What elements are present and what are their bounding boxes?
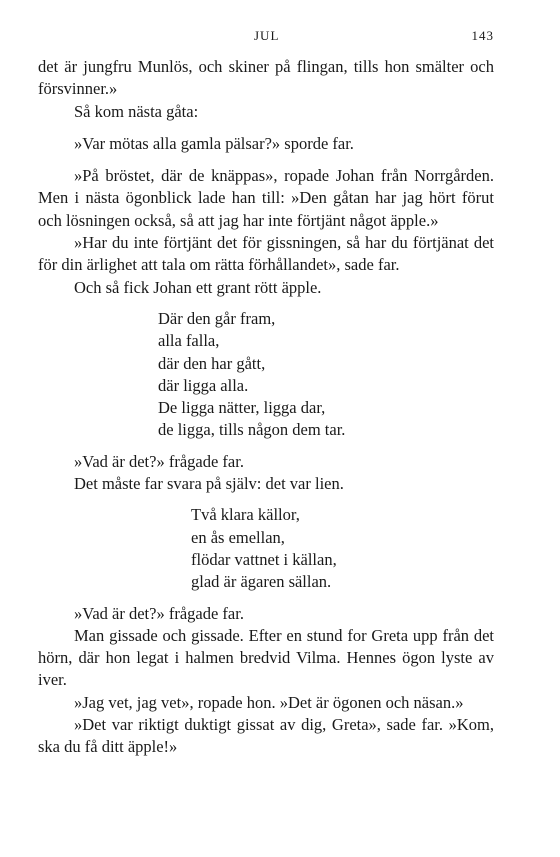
- riddle-verse: [191, 504, 494, 593]
- verse-line: De ligga nätter, ligga dar,: [158, 398, 326, 418]
- riddle-verse: [158, 308, 494, 442]
- verse-line: där ligga alla.: [158, 375, 249, 395]
- paragraph: »På bröstet, där de knäppas», ropade Johan från Norrgården. Men i nästa ögonblick lade han till: »Den gåtan har jag hört förut och lösningen också, så att jag har inte förtjänt något äpple.»: [38, 166, 494, 230]
- paragraph: »Jag vet, jag vet», ropade hon. »Det är ögonen och näsan.»: [74, 692, 464, 712]
- paragraph: Och så fick Johan ett grant rött äpple.: [74, 277, 322, 297]
- verse-line: en ås emellan,: [191, 527, 285, 547]
- verse-line: alla falla,: [158, 331, 220, 351]
- verse-line: Två klara källor,: [191, 505, 300, 525]
- paragraph: »Har du inte förtjänt det för gissningen, så har du förtjänat det för din ärlighet att tala om rätta förhållandet», sade far.: [38, 233, 494, 275]
- page-header: [38, 28, 494, 44]
- paragraph: Det måste far svara på själv: det var lien.: [74, 474, 344, 494]
- paragraph: »Vad är det?» frågade far.: [74, 603, 244, 623]
- verse-line: där den har gått,: [158, 353, 266, 373]
- paragraph-continuation: det är jungfru Munlös, och skiner på flingan, tills hon smälter och försvinner.»: [38, 57, 494, 99]
- verse-line: Där den går fram,: [158, 308, 276, 328]
- body-text: [38, 56, 494, 759]
- paragraph: »Var mötas alla gamla pälsar?» sporde far.: [74, 133, 354, 153]
- page-number: 143: [471, 28, 494, 43]
- verse-line: de ligga, tills någon dem tar.: [158, 420, 346, 440]
- paragraph: Så kom nästa gåta:: [74, 101, 199, 121]
- verse-line: flödar vattnet i källan,: [191, 549, 337, 569]
- running-head: JUL: [254, 28, 280, 43]
- verse-line: glad är ägaren sällan.: [191, 572, 332, 592]
- paragraph: Man gissade och gissade. Efter en stund for Greta upp från det hörn, där hon legat i halmen bredvid Vilma. Hennes ögon lyste av iver.: [38, 625, 494, 690]
- paragraph: »Vad är det?» frågade far.: [74, 451, 244, 471]
- paragraph: »Det var riktigt duktigt gissat av dig, Greta», sade far. »Kom, ska du få ditt äpple!»: [38, 715, 494, 757]
